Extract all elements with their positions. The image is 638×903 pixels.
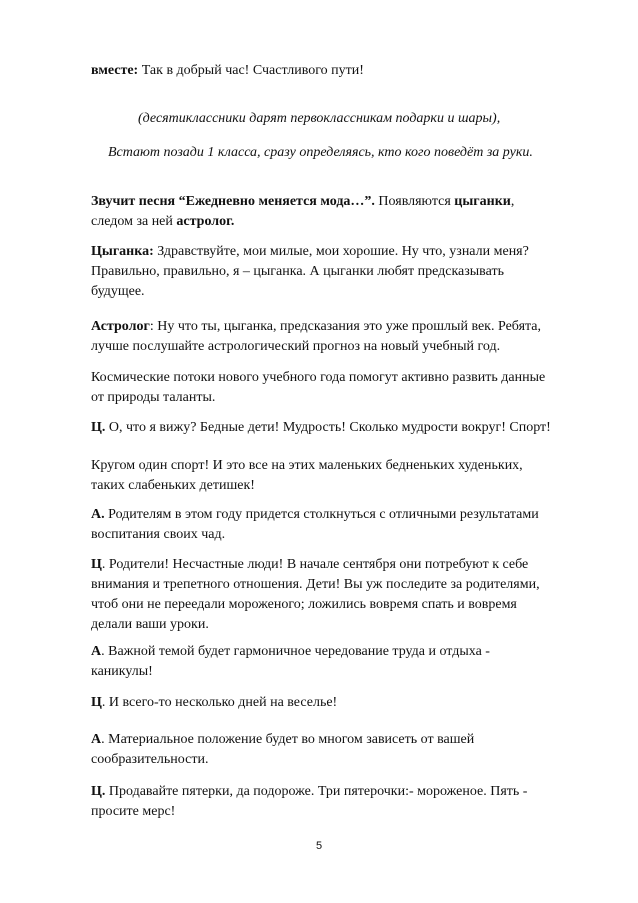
text-span: , — [510, 194, 515, 209]
speaker-label: А — [91, 644, 102, 659]
speaker-label: Астролог — [91, 319, 150, 334]
stage-direction-text: Встают позади 1 класса, сразу определяясь, кто кого поведёт за руки. — [108, 145, 533, 160]
stage-direction-text: (десятиклассники дарят первоклассникам подарки и шары), — [138, 111, 501, 126]
speaker-label: А. — [91, 507, 105, 522]
text-span: . И всего-то несколько дней на веселье! — [101, 695, 338, 710]
text-span: Продавайте пятерки, да подороже. Три пятерочки:- мороженое. Пять - — [105, 784, 528, 799]
gypsy-speech-2 — [91, 418, 611, 438]
stage-direction-song — [91, 192, 603, 232]
gypsy-speech — [91, 242, 603, 302]
astrologer-speech-3 — [91, 505, 603, 545]
song-title: Звучит песня “Ежедневно меняется мода…”. — [91, 194, 375, 209]
text-span: . Важной темой будет гармоничное чередование труда и отдыха - — [101, 644, 490, 659]
character-name: астролог. — [176, 214, 235, 229]
speaker-label: Ц. — [91, 784, 106, 799]
text-span: Космические потоки нового учебного года помогут активно развить данные — [91, 370, 546, 385]
astrologer-speech-4 — [91, 642, 603, 682]
text-span: Здравствуйте, мои милые, мои хорошие. Ну что, узнали меня? — [153, 244, 529, 259]
text-span: воспитания своих чад. — [91, 527, 226, 542]
text-span: просите мерс! — [91, 804, 176, 819]
line-text: Так в добрый час! Счастливого пути! — [138, 63, 364, 78]
text-span: делали ваши уроки. — [91, 617, 209, 632]
gypsy-speech-6 — [91, 782, 603, 822]
character-name: цыганки — [454, 194, 511, 209]
speaker-label: Ц. — [91, 420, 106, 435]
gypsy-speech-4 — [91, 555, 603, 635]
astrologer-speech — [91, 317, 603, 357]
text-span: внимания и трепетного отношения. Дети! Вы уж последите за родителями, — [91, 577, 540, 592]
stage-direction-stand — [108, 143, 608, 163]
speaker-label: Ц — [91, 557, 102, 572]
astrologer-speech-2 — [91, 368, 603, 408]
speaker-label: А — [91, 732, 102, 747]
text-span: от природы таланты. — [91, 390, 216, 405]
page-number: 5 — [315, 840, 323, 852]
text-span: таких слабеньких детишек! — [91, 478, 255, 493]
text-span: О, что я вижу? Бедные дети! Мудрость! Сколько мудрости вокруг! Спорт! — [105, 420, 551, 435]
text-span: следом за ней — [91, 214, 177, 229]
speaker-label: Ц — [91, 695, 102, 710]
speaker-label: вместе: — [91, 63, 139, 78]
text-span: чтоб они не переедали мороженого; ложились вовремя спать и вовремя — [91, 597, 517, 612]
text-span: : Ну что ты, цыганка, предсказания это уже прошлый век. Ребята, — [149, 319, 542, 334]
line-together — [91, 61, 603, 81]
gypsy-speech-5 — [91, 693, 603, 713]
text-span: . Родители! Несчастные люди! В начале сентября они потребуют к себе — [101, 557, 529, 572]
text-span: Кругом один спорт! И это все на этих маленьких бедненьких худеньких, — [91, 458, 523, 473]
text-span: . Материальное положение будет во многом зависеть от вашей — [101, 732, 475, 747]
text-span: сообразительности. — [91, 752, 209, 767]
speaker-label: Цыганка: — [91, 244, 154, 259]
text-span: Появляются — [374, 194, 455, 209]
text-span: будущее. — [91, 284, 145, 299]
text-span: каникулы! — [91, 664, 153, 679]
text-span: лучше послушайте астрологический прогноз на новый учебный год. — [91, 339, 501, 354]
text-span: Родителям в этом году придется столкнуться с отличными результатами — [104, 507, 539, 522]
text-span: Правильно, правильно, я – цыганка. А цыганки любят предсказывать — [91, 264, 504, 279]
stage-direction-gifts — [138, 109, 608, 129]
astrologer-speech-5 — [91, 730, 603, 770]
gypsy-speech-3 — [91, 456, 603, 496]
